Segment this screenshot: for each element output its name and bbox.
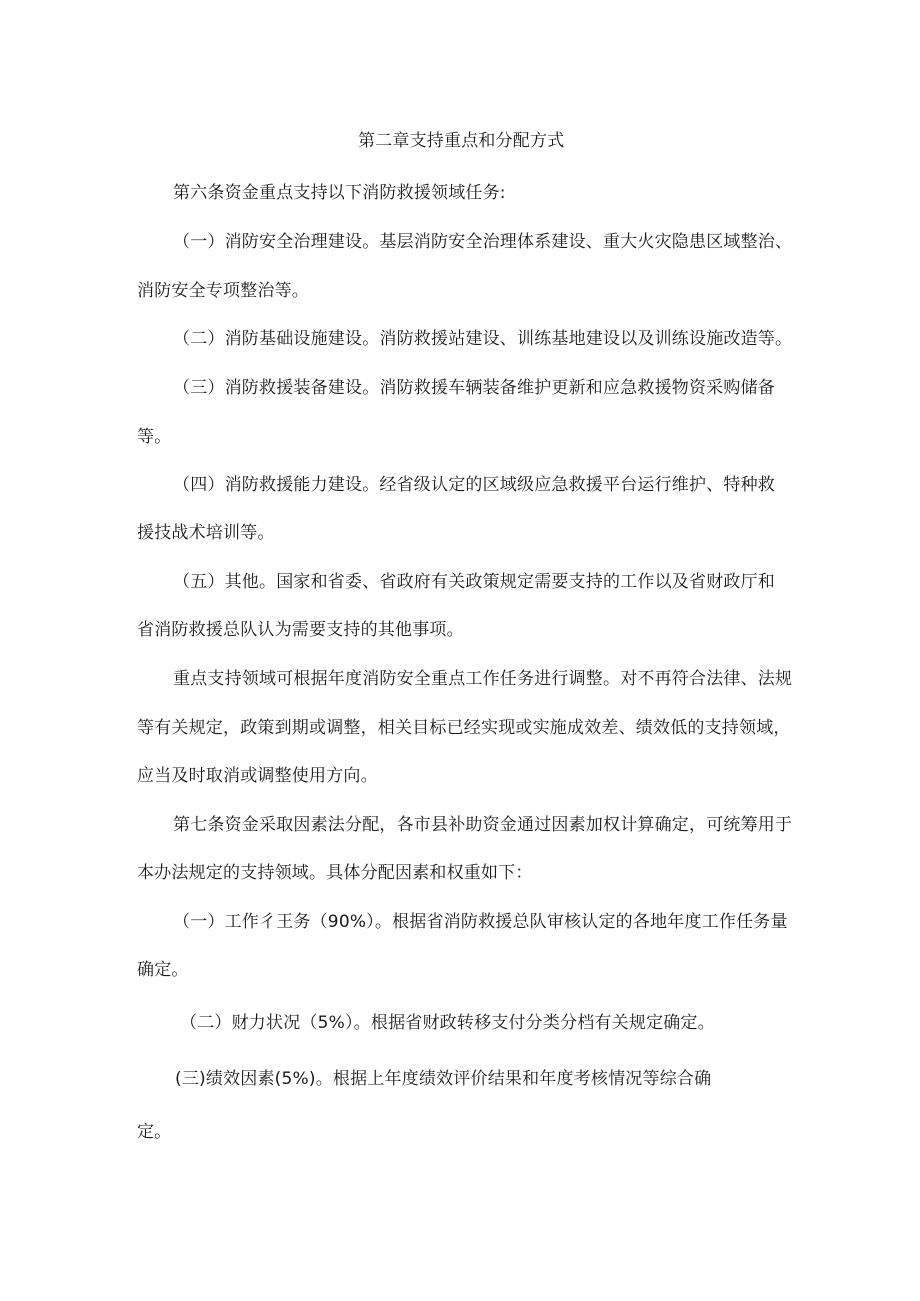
chapter-heading: 第二章支持重点和分配方式 xyxy=(358,131,565,151)
item-4-line-1: （四）消防救援能力建设。经省级认定的区域级应急救援平台运行维护、特种救 xyxy=(173,475,775,495)
adjustment-line-1: 重点支持领域可根据年度消防安全重点工作任务进行调整。对不再符合法律、法规 xyxy=(173,669,793,689)
article-7-line-1: 第七条资金采取因素法分配，各市县补助资金通过因素加权计算确定，可统筹用于 xyxy=(173,815,793,835)
factor-3-line-1: (三)绩效因素(5%)。根据上年度绩效评价结果和年度考核情况等综合确 xyxy=(175,1069,712,1089)
factor-1-line-2: 确定。 xyxy=(137,960,189,980)
factor-3-line-2: 定。 xyxy=(137,1122,172,1142)
item-2-line-1: （二）消防基础设施建设。消防救援站建设、训练基地建设以及训练设施改造等。 xyxy=(173,329,793,349)
adjustment-line-3: 应当及时取消或调整使用方向。 xyxy=(137,766,378,786)
adjustment-line-2: 等有关规定，政策到期或调整，相关目标已经实现或实施成效差、绩效低的支持领域， xyxy=(137,718,791,738)
article-6-intro: 第六条资金重点支持以下消防救援领域任务: xyxy=(173,183,506,203)
item-3-line-1: （三）消防救援装备建设。消防救援车辆装备维护更新和应急救援物资采购储备 xyxy=(173,378,775,398)
item-3-line-2: 等。 xyxy=(137,427,172,447)
item-5-line-2: 省消防救援总队认为需要支持的其他事项。 xyxy=(137,620,464,640)
item-1-line-1: （一）消防安全治理建设。基层消防安全治理体系建设、重大火灾隐患区域整治、 xyxy=(173,232,793,252)
factor-1-line-1: （一）工作彳王务（90%）。根据省消防救援总队审核认定的各地年度工作任务量 xyxy=(173,912,788,932)
item-5-line-1: （五）其他。国家和省委、省政府有关政策规定需要支持的工作以及省财政厅和 xyxy=(173,572,775,592)
article-7-line-2: 本办法规定的支持领域。具体分配因素和权重如下： xyxy=(137,863,533,883)
factor-2-line-1: （二）财力状况（5%）。根据省财政转移支付分类分档有关规定确定。 xyxy=(180,1013,715,1033)
item-4-line-2: 援技战术培训等。 xyxy=(137,523,275,543)
item-1-line-2: 消防安全专项整治等。 xyxy=(137,281,309,301)
